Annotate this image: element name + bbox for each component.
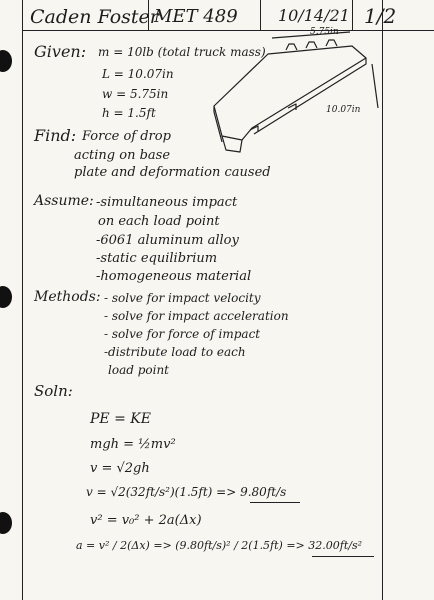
find-line-3: plate and deformation caused xyxy=(74,165,271,180)
assume-line-2: on each load point xyxy=(98,214,220,229)
solution-line-2: mgh = ½mv² xyxy=(90,437,176,452)
course-code: MET 489 xyxy=(154,6,238,27)
assume-line-3: -6061 aluminum alloy xyxy=(96,233,239,248)
solution-line-6: a = v² / 2(Δx) => (9.80ft/s)² / 2(1.5ft) => 32.00ft/s² xyxy=(76,539,363,552)
solution-line-1: PE = KE xyxy=(90,411,151,427)
given-line-4: h = 1.5ft xyxy=(102,106,156,120)
given-line-3: w = 5.75in xyxy=(102,87,169,101)
sketch-length-label: 10.07in xyxy=(326,105,361,115)
find-line-2: acting on base xyxy=(74,148,171,163)
assume-line-1: -simultaneous impact xyxy=(96,195,238,210)
sketch-width-label: 5.75in xyxy=(310,27,339,37)
methods-line-4: -distribute load to each xyxy=(104,345,246,359)
methods-line-5: load point xyxy=(108,363,170,377)
date: 10/14/21 xyxy=(278,6,350,25)
methods-label: Methods: xyxy=(34,289,101,305)
assume-label: Assume: xyxy=(34,193,94,209)
find-label: Find: xyxy=(34,126,77,145)
given-line-1: m = 10lb (total truck mass) xyxy=(98,45,266,59)
methods-line-2: - solve for impact acceleration xyxy=(104,309,289,323)
assume-line-5: -homogeneous material xyxy=(96,269,252,284)
length-dimension-line xyxy=(372,64,378,108)
solution-line-3: v = √2gh xyxy=(90,461,150,476)
given-label: Given: xyxy=(34,42,87,61)
page-number: 1/2 xyxy=(364,4,397,28)
plate-top-face xyxy=(214,46,366,140)
student-name: Caden Foster xyxy=(30,6,159,28)
given-line-2: L = 10.07in xyxy=(102,67,174,81)
methods-line-3: - solve for force of impact xyxy=(104,327,261,341)
plate-bump-3 xyxy=(326,40,337,46)
plate-bump-1 xyxy=(286,44,297,50)
plate-front-edge xyxy=(254,58,366,134)
solution-line-5: v² = v₀² + 2a(Δx) xyxy=(90,513,202,528)
methods-line-1: - solve for impact velocity xyxy=(104,291,261,305)
velocity-result-underline xyxy=(250,502,300,503)
assume-line-4: -static equilibrium xyxy=(96,251,218,266)
solution-label: Soln: xyxy=(34,382,73,400)
acceleration-result-underline xyxy=(312,556,374,557)
solution-line-4: v = √2(32ft/s²)(1.5ft) => 9.80ft/s xyxy=(86,485,287,499)
find-line-1: Force of drop xyxy=(82,129,171,144)
plate-bump-2 xyxy=(306,42,317,48)
